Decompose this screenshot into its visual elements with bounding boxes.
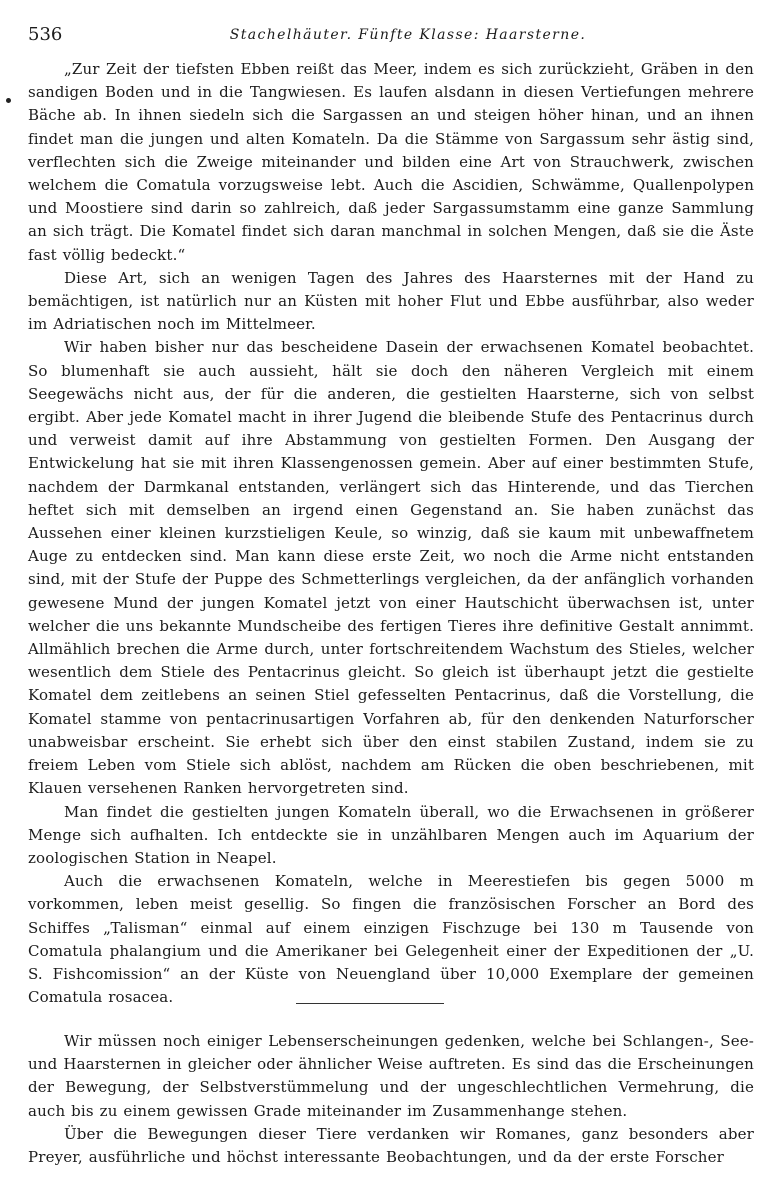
paragraph-development: Wir haben bisher nur das bescheidene Dasein der erwachsenen Komatel beobachtet. So blumenhaft sie auch aussieht, hält sie doch den näheren Vergleich mit einem Seegewächs nicht aus, der für die anderen, die gestielten Haarsterne, sich von selbst ergibt. Aber jede Komatel macht in ihrer Jugend die bleibende Stufe des Pentacrinus durch und verweist damit auf ihre Abstammung von gestielten Formen. Den Ausgang der Entwickelung hat sie mit ihren Klassengenossen gemein. Aber auf einer bestimmten Stufe, nachdem der Darmkanal entstanden, verlängert sich das Hinterende, und das Tierchen heftet sich mit demselben an irgend einen Gegenstand an. Sie haben zunächst das Aussehen einer kleinen kurzstieligen Keule, so winzig, daß sie kaum mit unbewaffnetem Auge zu entdecken sind. Man kann diese erste Zeit, wo noch die Arme nicht entstanden sind, mit der Stufe der Puppe des Schmetterlings vergleichen, da der anfänglich vorhanden gewesene Mund der jungen Komatel jetzt von einer Hautschicht überwachsen ist, unter welcher die uns bekannte Mundscheibe des fertigen Tieres ihre definitive Gestalt annimmt. Allmählich brechen die Arme durch, unter fortschreitendem Wachstum des Stieles, welcher wesentlich dem Stiele des Pentacrinus gleicht. So gleich ist überhaupt jetzt die gestielte Komatel dem zeitlebens an seinen Stiel gefesselten Pentacrinus, daß die Vorstellung, die Komatel stamme von pentacrinusartigen Vorfahren ab, für den denkenden Naturforscher unabweisbar erscheint. Sie erhebt sich über den einst stabilen Zustand, indem sie zu freiem Leben vom Stiele sich ablöst, nachdem am Rücken die oben beschriebenen, mit Klauen versehenen Ranken hervorgetreten sind.: [28, 338, 754, 798]
paragraph-capture-method: Diese Art, sich an wenigen Tagen des Jahres des Haarsternes mit der Hand zu bemächtigen, ist natürlich nur an Küsten mit hoher Flut und Ebbe ausführbar, also weder im Adriatischen noch im Mittelmeer.: [28, 268, 754, 334]
main-text-continued: [28, 1030, 754, 1169]
margin-mark: [6, 98, 11, 103]
paragraph-movement-research: Über die Bewegungen dieser Tiere verdanken wir Romanes, ganz besonders aber Preyer, ausführliche und höchst interessante Beobachtungen, und da der erste Forscher: [28, 1124, 754, 1167]
page-header: [28, 22, 758, 48]
page-number: 536: [28, 24, 63, 45]
paragraph-stalked-young: Man findet die gestielten jungen Komateln überall, wo die Erwachsenen in größerer Menge sich aufhalten. Ich entdeckte sie in unzählbaren Mengen auch im Aquarium der zoologischen Station in Neapel.: [28, 802, 754, 867]
paragraph-deep-sea: Auch die erwachsenen Komateln, welche in Meerestiefen bis gegen 5000 m vorkommen, leben meist gesellig. So fingen die französischen Forscher an Bord des Schiffes „Talisman“ einmal auf einem einzigen Fischzuge bei 130 m Tausende von Comatula phalangium und die Amerikaner bei Gelegenheit einer der Expeditionen der „U. S. Fishcomission“ an der Küste von Neuengland über 10,000 Exemplare der gemeinen Comatula rosacea.: [28, 872, 754, 1007]
section-divider: [0, 1003, 781, 1005]
paragraph-quote-comatula-habitat: „Zur Zeit der tiefsten Ebben reißt das Meer, indem es sich zurückzieht, Gräben in den sandigen Boden und in die Tangwiesen. Es laufen alsdann in diesen Vertiefungen mehrere Bäche ab. In ihnen siedeln sich die Sargassen an und steigen höher hinan, und an ihnen findet man die jungen und alten Komateln. Da die Stämme von Sargassum sehr ästig sind, verflechten sich die Zweige miteinander und bilden eine Art von Strauchwerk, zwischen welchem die Comatula vorzugsweise lebt. Auch die Ascidien, Schwämme, Quallenpolypen und Moostiere sind darin so zahlreich, daß jeder Sargassumstamm eine ganze Sammlung an sich trägt. Die Komatel findet sich daran manchmal in solchen Mengen, daß sie die Äste fast völlig bedeckt.“: [28, 60, 754, 264]
main-text: [28, 58, 754, 1009]
paragraph-life-phenomena: Wir müssen noch einiger Lebenserscheinungen gedenken, welche bei Schlangen-, See- und Haarsternen in gleicher oder ähnlicher Weise auftreten. Es sind das die Erscheinungen der Bewegung, der Selbstverstümmelung und der ungeschlechtlichen Vermehrung, die auch bis zu einem gewissen Grade miteinander im Zusammenhange stehen.: [28, 1032, 754, 1120]
running-title: Stachelhäuter. Fünfte Klasse: Haarsterne.: [229, 27, 587, 43]
divider-rule: [296, 1003, 444, 1004]
